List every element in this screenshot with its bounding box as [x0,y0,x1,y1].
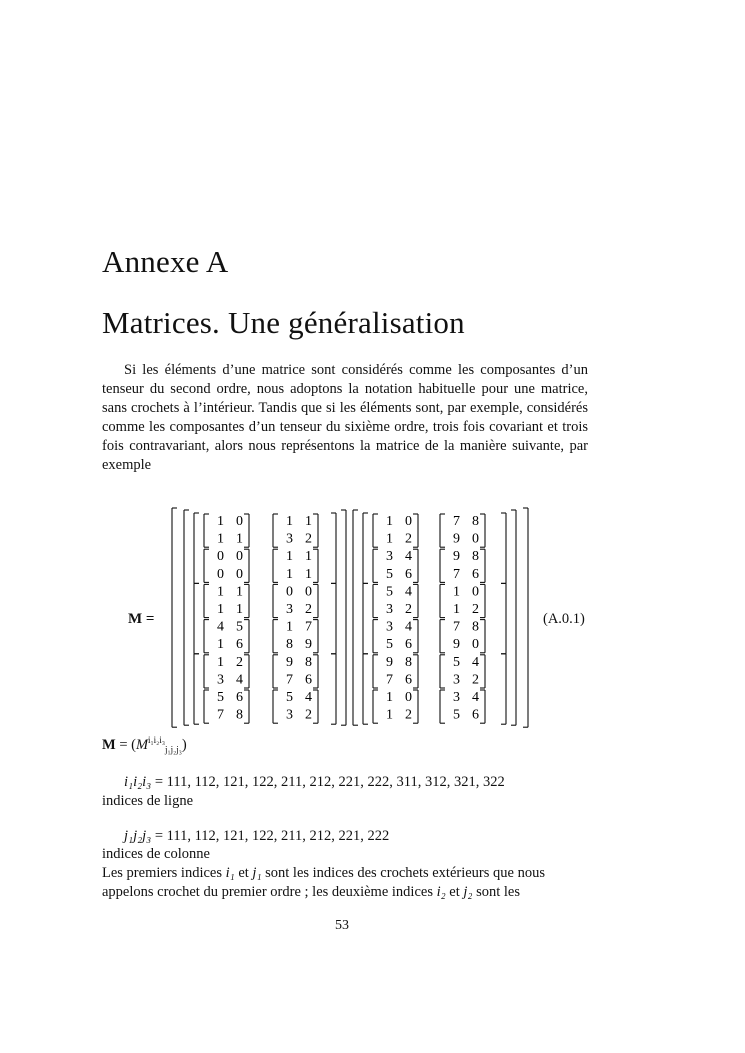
matrix-entry: 5 [453,707,460,723]
matrix-entry: 0 [236,549,243,565]
matrix-entry: 1 [386,514,393,529]
matrix-entry: 2 [305,602,312,617]
col-indices-symbol: j₁j₂j₃ [124,828,152,844]
col-indices-eq [124,828,389,845]
col-indices-label: indices de colonne [102,846,210,862]
matrix-entry: 5 [217,690,224,705]
matrix-entry: 1 [217,531,224,547]
matrix-entry: 7 [305,619,312,635]
m-def-close: ) [181,736,187,753]
closing-text: sont les [472,884,520,900]
matrix-entry: 0 [405,690,412,705]
matrix-entry: 6 [405,637,412,653]
closing-text: Les premiers indices [102,865,226,881]
matrix-entry: 1 [286,514,293,529]
matrix-entry: 3 [217,672,224,688]
matrix-entry: 0 [217,566,224,582]
matrix-entry: 4 [236,672,243,688]
matrix-entry: 1 [217,584,224,600]
matrix-entry: 6 [236,637,243,653]
matrix-entry: 5 [386,566,393,582]
closing-text: et [234,865,253,881]
matrix-entry: 4 [217,619,224,635]
matrix-entry: 7 [453,514,460,529]
matrix-entry: 4 [405,549,412,565]
matrix-entry: 7 [217,707,224,723]
matrix-label [128,611,154,628]
col-indices-values: = 111, 112, 121, 122, 211, 212, 221, 222 [151,828,390,844]
matrix-entry: 1 [453,602,460,617]
matrix-entry: 1 [305,566,312,582]
matrix-entry: 1 [236,584,243,600]
matrix-entry: 3 [386,549,393,565]
matrix-entry: 0 [405,514,412,529]
matrix-entry: 5 [286,690,293,705]
matrix-entry: 6 [236,690,243,705]
matrix-entry: 5 [453,654,460,670]
matrix-entry: 1 [217,514,224,529]
matrix-entry: 3 [386,619,393,635]
matrix-entry: 3 [453,690,460,705]
matrix-entry: 2 [472,672,479,688]
matrix-entry: 1 [217,637,224,653]
matrix-entry: 3 [453,672,460,688]
matrix-entry: 0 [217,549,224,565]
matrix-entry: 1 [286,566,293,582]
closing-line-2 [102,884,588,901]
matrix-entry: 0 [472,531,479,547]
matrix-entry: 4 [472,690,479,705]
matrix-entry: 9 [386,654,393,670]
matrix-entry: 3 [286,602,293,617]
closing-line-1 [102,865,588,882]
matrix-entry: 8 [405,654,412,670]
matrix-entry: 4 [405,584,412,600]
matrix-entry: 0 [472,637,479,653]
matrix-entry: 1 [236,602,243,617]
closing-math: i₁ [225,865,235,881]
m-def-sub: j₁j₂j₃ [164,744,182,755]
matrix-entry: 9 [453,531,460,547]
matrix-entry: 1 [386,707,393,723]
matrix-entry: 1 [305,549,312,565]
matrix-entry: 4 [305,690,312,705]
matrix-entry: 2 [405,707,412,723]
matrix-entry: 6 [405,566,412,582]
matrix-entry: 1 [217,602,224,617]
matrix-entry: 1 [286,549,293,565]
closing-math: j₂ [463,884,473,900]
matrix-entry: 9 [305,637,312,653]
matrix-entry: 4 [472,654,479,670]
matrix-entry: 2 [305,531,312,547]
matrix-entry: 2 [405,602,412,617]
block-matrix [160,508,560,732]
matrix-entry: 4 [405,619,412,635]
equation-number: (A.0.1) [543,611,585,627]
matrix-entry: 1 [217,654,224,670]
matrix-entry: 2 [236,654,243,670]
matrix-entry: 0 [472,584,479,600]
m-definition [102,735,187,755]
matrix-entry: 2 [472,602,479,617]
matrix-entry: 7 [453,566,460,582]
matrix-entry: 7 [286,672,293,688]
matrix-entry: 5 [386,637,393,653]
matrix-entry: 2 [305,707,312,723]
closing-text: sont les indices des crochets extérieurs que nous [261,865,545,881]
matrix-entry: 6 [405,672,412,688]
row-indices-label: indices de ligne [102,793,194,809]
row-indices-values: = 111, 112, 121, 122, 211, 212, 221, 222, 311, 312, 321, 322 [151,774,505,790]
matrix-entry: 8 [236,707,243,723]
matrix-entry: 1 [453,584,460,600]
matrix-entry: 8 [286,637,293,653]
closing-math: j₁ [252,865,262,881]
matrix-entry: 2 [405,531,412,547]
m-def-base: M [135,736,149,753]
matrix-entry: 0 [305,584,312,600]
matrix-entry: 0 [286,584,293,600]
matrix-entry: 9 [453,637,460,653]
matrix-entry: 5 [236,619,243,635]
matrix-entry: 6 [472,566,479,582]
matrix-entry: 8 [305,654,312,670]
matrix-entry: 8 [472,514,479,529]
matrix-entry: 9 [286,654,293,670]
matrix-symbol: M = [128,611,155,627]
matrix-entry: 7 [453,619,460,635]
matrix-entry: 6 [305,672,312,688]
matrix-entry: 1 [386,690,393,705]
matrix-entry: 1 [386,531,393,547]
matrix-entry: 0 [236,514,243,529]
matrix-entry: 1 [286,619,293,635]
matrix-entry: 3 [386,602,393,617]
matrix-entry: 3 [286,531,293,547]
closing-text: appelons crochet du premier ordre ; les deuxième indices [102,884,437,900]
m-def-sup: i₁i₂i₃ [148,735,165,745]
intro-paragraph: Si les éléments d’une matrice sont considérés comme les composantes d’un tenseur du second ordre, nous adoptons la notation habituelle pour une matrice, sans crochets à l’intérieur. Tandis que si les éléments sont, par exemple, considérés comme les composantes d’un tenseur du sixième ordre, trois fois covariant et trois fois contravariant, alors nous représentons la matrice de la manière suivante, par exemple [102,362,588,473]
matrix-entry: 0 [236,566,243,582]
matrix-entry: 1 [236,531,243,547]
row-indices-symbol: i₁i₂i₃ [124,774,152,790]
m-def-eq: = ( [115,736,136,753]
page-number: 53 [335,918,349,933]
matrix-entry: 5 [386,584,393,600]
chapter-title: Matrices. Une généralisation [102,305,465,340]
matrix-entry: 8 [472,549,479,565]
closing-text: et [445,884,464,900]
matrix-entry: 9 [453,549,460,565]
matrix-entry: 7 [386,672,393,688]
m-def-lhs: M [102,736,116,753]
closing-math: i₂ [436,884,446,900]
matrix-entry: 8 [472,619,479,635]
row-indices-eq [124,774,505,791]
annex-heading: Annexe A [102,244,229,279]
matrix-entry: 1 [305,514,312,529]
matrix-entry: 3 [286,707,293,723]
matrix-entry: 6 [472,707,479,723]
